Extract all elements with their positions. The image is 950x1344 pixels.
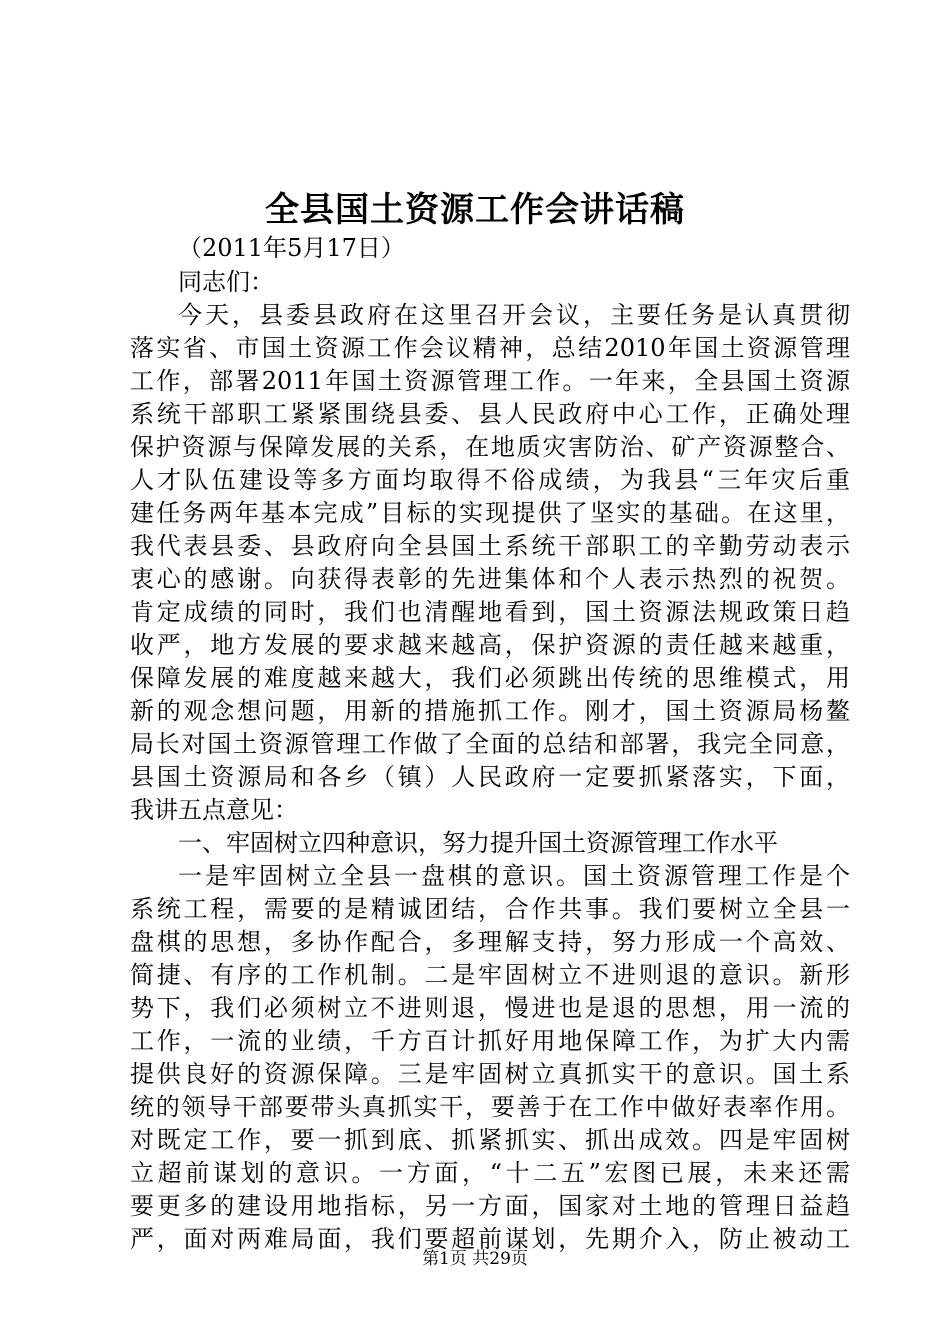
document-title: 全县国土资源工作会讲话稿 <box>265 190 685 230</box>
body-line: 对既定工作，要一抓到底、抓紧抓实、抓出成效。四是牢固树 <box>130 1126 850 1154</box>
body-line: 局长对国土资源管理工作做了全面的总结和部署，我完全同意， <box>130 730 850 758</box>
body-line: 新的观念想问题，用新的措施抓工作。刚才，国土资源局杨鳌 <box>130 697 850 725</box>
body-line: 保障发展的难度越来越大，我们必须跳出传统的思维模式，用 <box>130 664 850 692</box>
body-line: 简捷、有序的工作机制。二是牢固树立不进则退的意识。新形 <box>130 961 850 989</box>
body-line: 提供良好的资源保障。三是牢固树立真抓实干的意识。国土系 <box>130 1060 850 1088</box>
body-line: 我代表县委、县政府向全县国土系统干部职工的辛勤劳动表示 <box>130 532 850 560</box>
body-line: 保护资源与保障发展的关系，在地质灾害防治、矿产资源整合、 <box>130 433 850 461</box>
body-line: 工作，部署2011年国土资源管理工作。一年来，全县国土资源 <box>130 367 850 395</box>
body-line: 势下，我们必须树立不进则退，慢进也是退的思想，用一流的 <box>130 994 850 1022</box>
body-line: 建任务两年基本完成”目标的实现提供了坚实的基础。在这里， <box>130 499 850 527</box>
section-heading: 一、牢固树立四种意识，努力提升国土资源管理工作水平 <box>178 829 778 857</box>
body-line: 落实省、市国土资源工作会议精神，总结2010年国土资源管理 <box>130 334 850 362</box>
body-line: 县国土资源局和各乡（镇）人民政府一定要抓紧落实，下面， <box>130 763 850 791</box>
body-line: 系统干部职工紧紧围绕县委、县人民政府中心工作，正确处理 <box>130 400 850 428</box>
body-line: 工作，一流的业绩，千方百计抓好用地保障工作，为扩大内需 <box>130 1027 850 1055</box>
page-number-footer: 第1页 共29页 <box>422 1249 528 1269</box>
body-line: 衷心的感谢。向获得表彰的先进集体和个人表示热烈的祝贺。 <box>130 565 850 593</box>
body-line: 人才队伍建设等多方面均取得不俗成绩，为我县“三年灾后重 <box>130 466 850 494</box>
body-line: 系统工程，需要的是精诚团结，合作共事。我们要树立全县一 <box>130 895 850 923</box>
body-line: 要更多的建设用地指标，另一方面，国家对土地的管理日益趋 <box>130 1192 850 1220</box>
body-line: 收严，地方发展的要求越来越高，保护资源的责任越来越重， <box>130 631 850 659</box>
body-line: 一是牢固树立全县一盘棋的意识。国土资源管理工作是个 <box>178 862 850 890</box>
date-line: （2011年5月17日） <box>178 234 405 262</box>
body-line: 今天，县委县政府在这里召开会议，主要任务是认真贯彻 <box>178 301 850 329</box>
salutation: 同志们： <box>178 268 274 296</box>
body-line: 立超前谋划的意识。一方面，“十二五”宏图已展，未来还需 <box>130 1159 850 1187</box>
body-line: 肯定成绩的同时，我们也清醒地看到，国土资源法规政策日趋 <box>130 598 850 626</box>
body-line: 盘棋的思想，多协作配合，多理解支持，努力形成一个高效、 <box>130 928 850 956</box>
body-line: 我讲五点意见： <box>130 796 298 824</box>
body-line: 统的领导干部要带头真抓实干，要善于在工作中做好表率作用。 <box>130 1093 850 1121</box>
body-line: 严，面对两难局面，我们要超前谋划，先期介入，防止被动工 <box>130 1225 850 1253</box>
